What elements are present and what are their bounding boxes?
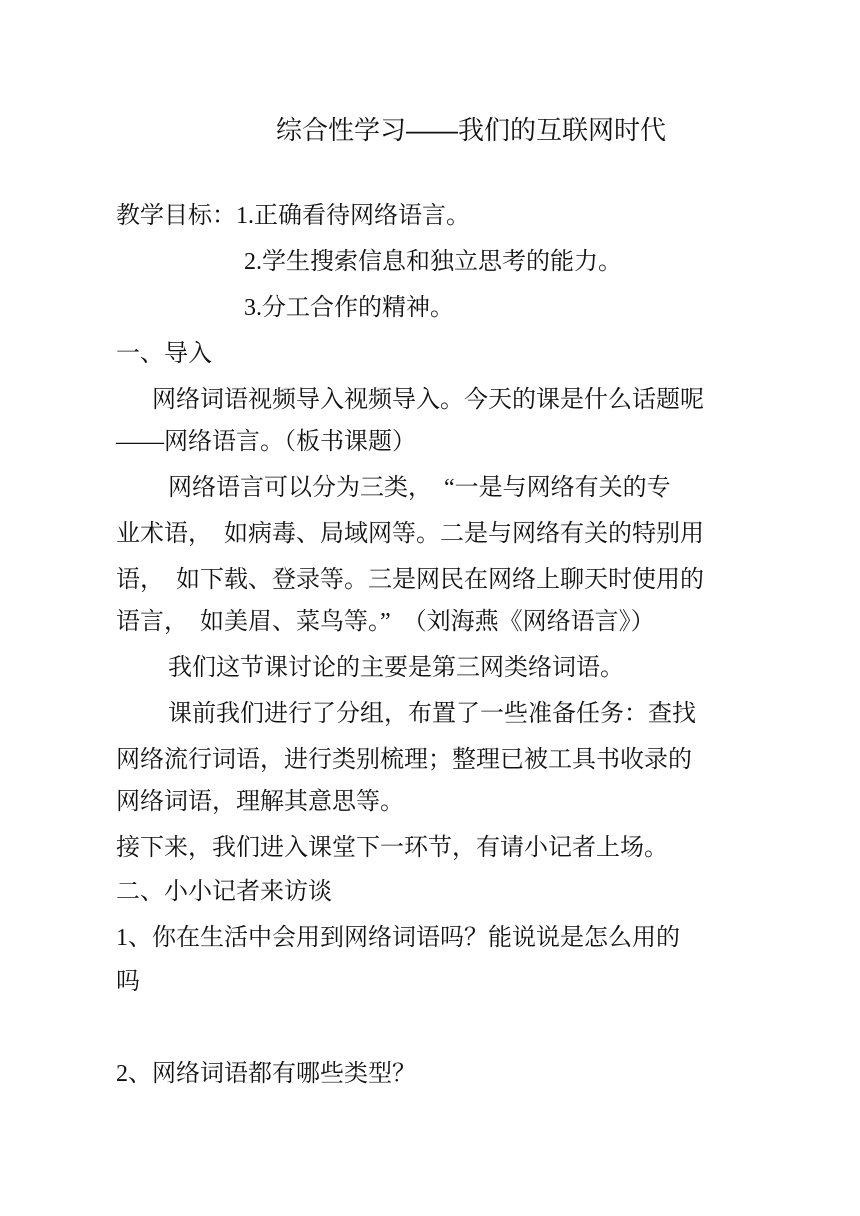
document-title: 综合性学习——我们的互联网时代: [275, 115, 666, 145]
teaching-objective-line-1: 教学目标：1.正确看待网络语言。: [116, 203, 470, 229]
paragraph-line: 网络语言可以分为三类， “一是与网络有关的专: [168, 475, 671, 501]
question-line: 2、网络词语都有哪些类型？: [116, 1061, 416, 1087]
section-heading-interview: 二、小小记者来访谈: [116, 879, 332, 905]
question-line: 1、你在生活中会用到网络词语吗？能说说是怎么用的: [116, 925, 680, 951]
paragraph-line: 业术语， 如病毒、局域网等。二是与网络有关的特别用: [116, 521, 704, 547]
teaching-objective-line-3: 3.分工合作的精神。: [244, 295, 454, 321]
paragraph-line: 接下来，我们进入课堂下一环节，有请小记者上场。: [116, 835, 668, 861]
paragraph-line: 课前我们进行了分组，布置了一些准备任务：查找: [168, 701, 696, 727]
paragraph-line: 语言， 如美眉、菜鸟等。” （刘海燕《网络语言》）: [116, 609, 655, 635]
teaching-objective-line-2: 2.学生搜索信息和独立思考的能力。: [244, 249, 622, 275]
paragraph-line: 网络流行词语，进行类别梳理；整理已被工具书收录的: [116, 747, 692, 773]
paragraph-line: 网络词语视频导入视频导入。今天的课是什么话题呢: [152, 387, 704, 413]
paragraph-line: 网络词语，理解其意思等。: [116, 789, 404, 815]
paragraph-line: 我们这节课讨论的主要是第三网类络词语。: [168, 655, 624, 681]
question-line: 吗: [116, 969, 140, 995]
paragraph-line: 语， 如下载、登录等。三是网民在网络上聊天时使用的: [116, 567, 704, 593]
section-heading-intro: 一、导入: [116, 341, 212, 367]
paragraph-line: ——网络语言。（板书课题）: [116, 429, 416, 455]
